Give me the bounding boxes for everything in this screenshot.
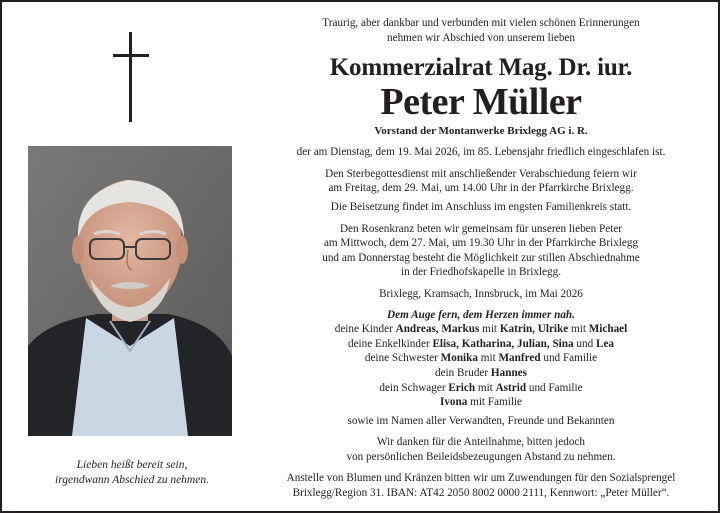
donation-line: Anstelle von Blumen und Kränzen bitten wir um Zuwendungen für den Sozialsprengel	[286, 472, 676, 485]
academic-title: Kommerzialrat Mag. Dr. iur.	[329, 54, 633, 82]
intro-line: Traurig, aber dankbar und verbunden mit vielen schönen Erinnerungen	[322, 17, 640, 29]
thanks-line: Wir danken für die Anteilnahme, bitten jedoch	[376, 436, 585, 449]
family-line-ivona: Ivona mit Familie	[439, 396, 523, 409]
deceased-role: Vorstand der Montanwerke Brixlegg AG i. R.	[374, 125, 588, 138]
death-notice: der am Dienstag, dem 19. Mai 2026, im 85. Lebensjahr friedlich eingeschlafen ist.	[296, 146, 666, 159]
rosary-info	[250, 222, 712, 280]
place-date: Brixlegg, Kramsach, Innsbruck, im Mai 2026	[379, 287, 583, 300]
motto-line: irgendwann Abschied zu nehmen.	[55, 474, 209, 486]
family-line-children: deine Kinder Andreas, Markus mit Katrin, Ulrike mit Michael	[334, 323, 628, 336]
motto	[32, 458, 232, 488]
service-line: Den Sterbegottesdienst mit anschließender Verabschiedung feiern wir	[325, 167, 637, 180]
latin-cross-icon	[113, 32, 149, 122]
service-line: am Freitag, dem 29. Mai, um 14.00 Uhr in der Pfarrkirche Brixlegg.	[328, 182, 634, 195]
rosary-line: am Mittwoch, dem 27. Mai, um 19.30 Uhr in der Pfarrkirche Brixlegg	[323, 237, 639, 250]
slogan: Dem Auge fern, dem Herzen immer nah.	[387, 308, 575, 321]
donation-info	[250, 471, 712, 500]
portrait-photo	[28, 146, 232, 436]
donation-line: Brixlegg/Region 31. IBAN: AT42 2050 8002 0000 2111, Kennwort: „Peter Müller“.	[292, 487, 670, 500]
family-list	[250, 322, 712, 428]
family-line-brother: dein Bruder Hannes	[435, 366, 527, 379]
family-line-sister: deine Schwester Monika mit Manfred und Familie	[364, 352, 598, 365]
obituary-text	[250, 16, 712, 501]
intro-line: nehmen wir Abschied von unserem lieben	[387, 31, 575, 44]
motto-line: Lieben heißt bereit sein,	[76, 459, 188, 471]
burial-info: Die Beisetzung findet im Anschluss im engsten Familienkreis statt.	[330, 200, 632, 213]
thanks-line: von persönlichen Beileidsbezeugungen Abstand zu nehmen.	[346, 450, 616, 463]
family-line-brother-in-law: dein Schwager Erich mit Astrid und Familie	[379, 381, 583, 394]
rosary-line: in der Friedhofskapelle in Brixlegg.	[400, 266, 561, 279]
family-line-relatives: sowie im Namen aller Verwandten, Freunde und Bekannten	[347, 414, 615, 427]
deceased-name: Peter Müller	[380, 81, 582, 124]
rosary-line: und am Donnerstag besteht die Möglichkeit zur stillen Abschiednahme	[322, 251, 640, 264]
service-info	[250, 167, 712, 196]
family-line-grandchildren: deine Enkelkinder Elisa, Katharina, Julian, Sina und Lea	[347, 337, 615, 350]
thanks	[250, 435, 712, 464]
rosary-line: Den Rosenkranz beten wir gemeinsam für unseren lieben Peter	[339, 222, 623, 235]
